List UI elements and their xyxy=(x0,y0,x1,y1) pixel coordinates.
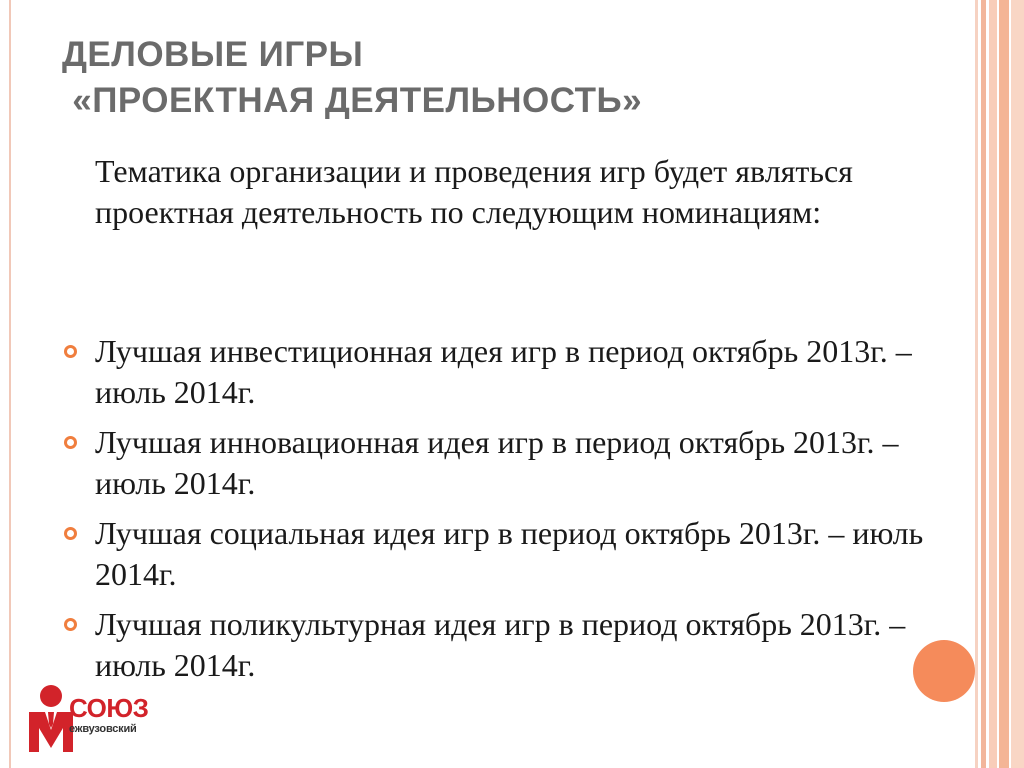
right-decorative-stripe xyxy=(989,0,997,768)
intro-paragraph: Тематика организации и проведения игр будет являться проектная деятельность по следующим номинациям: xyxy=(95,153,853,230)
list-item-text: Лучшая поликультурная идея игр в период октябрь 2013г. – июль 2014г. xyxy=(95,606,906,683)
right-decorative-stripe xyxy=(981,0,986,768)
slide-title-line-2: «ПРОЕКТНАЯ ДЕЯТЕЛЬНОСТЬ» xyxy=(62,81,643,120)
nominations-list xyxy=(60,331,960,695)
right-decorative-stripe xyxy=(999,0,1009,768)
slide-title xyxy=(62,32,942,124)
left-border-line xyxy=(9,0,11,768)
bullet-circle-icon xyxy=(64,345,77,358)
list-item xyxy=(60,604,960,686)
list-item-text: Лучшая инновационная идея игр в период октябрь 2013г. – июль 2014г. xyxy=(95,424,899,501)
logo-sub-text: ежвузовский xyxy=(69,723,137,735)
bullet-circle-icon xyxy=(64,618,77,631)
decorative-orange-circle xyxy=(913,640,975,702)
right-decorative-stripe xyxy=(975,0,978,768)
list-item xyxy=(60,331,960,413)
list-item-text: Лучшая социальная идея игр в период октябрь 2013г. – июль 2014г. xyxy=(95,515,924,592)
slide-title-line-1: ДЕЛОВЫЕ ИГРЫ xyxy=(62,35,364,74)
list-item xyxy=(60,422,960,504)
union-logo xyxy=(25,684,185,764)
logo-main-text: СОЮЗ xyxy=(69,693,149,723)
right-decorative-stripe xyxy=(1011,0,1024,768)
bullet-circle-icon xyxy=(64,436,77,449)
list-item-text: Лучшая инвестиционная идея игр в период октябрь 2013г. – июль 2014г. xyxy=(95,333,912,410)
bullet-circle-icon xyxy=(64,527,77,540)
list-item xyxy=(60,513,960,595)
